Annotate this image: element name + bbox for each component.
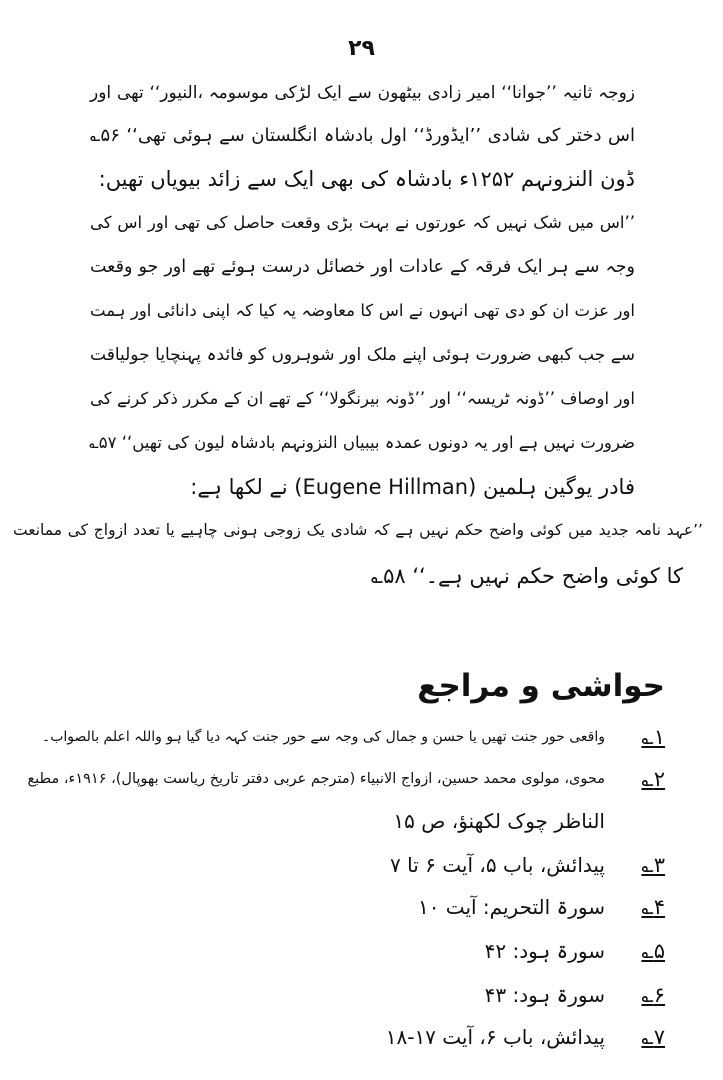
quote-line-2: وجہ سے ہر ایک فرقہ کے عادات اور خصائل درست ہوئے تھے اور جو وقعت (90, 257, 635, 277)
note-text-5: سورۃ ہود: ۴۲ (484, 939, 605, 963)
hillman-intro-line: فادر یوگین ہلمین (Eugene Hillman) نے لکھا ہے: (190, 475, 635, 499)
note-text-4: سورۃ التحریم: آیت ۱۰ (417, 895, 605, 919)
quote-line-1: ’’اس میں شک نہیں کہ عورتوں نے بہت بڑی وقعت حاصل کی تھی اور اس کی (90, 213, 635, 232)
note-text-2a: محوی، مولوی محمد حسین، ازواج الانبیاء (مترجم عربی دفتر تاریخ ریاست بھوپال)، ۱۹۱۶ء، مطبع (27, 771, 605, 787)
body-line-2: اس دختر کی شادی ’’ایڈورڈ‘‘ اول بادشاہ انگلستان سے ہوئی تھی‘‘ ۵۶؎ (90, 125, 635, 146)
notes-heading: حواشی و مراجع (417, 668, 665, 704)
hillman-quote-line-2: کا کوئی واضح حکم نہیں ہے۔‘‘ ۵۸؎ (370, 564, 683, 588)
hillman-quote-line-1: ’’عہد نامہ جدید میں کوئی واضح حکم نہیں ہے کہ شادی یک زوجی ہونی چاہیے یا تعدد ازواج کی ممانعت (13, 521, 703, 539)
note-number-3: ۳؎ (641, 853, 665, 877)
note-text-3: پیدائش، باب ۵، آیت ۶ تا ۷ (390, 853, 605, 877)
note-number-5: ۵؎ (641, 939, 665, 963)
quote-line-6: ضرورت نہیں ہے اور یہ دونوں عمدہ بیبیاں النزونہم بادشاہ لیون کی تھیں‘‘ ۵۷؎ (89, 433, 635, 452)
note-text-1: واقعی حور جنت تھیں یا حسن و جمال کی وجہ سے حور جنت کہہ دیا گیا ہو واللہ اعلم بالصواب۔ (42, 729, 605, 745)
note-number-6: ۶؎ (641, 983, 665, 1007)
body-line-3: ڈون النزونہم ۱۲۵۲ء بادشاہ کی بھی ایک سے زائد بیویاں تھیں: (98, 167, 635, 191)
note-text-6: سورۃ ہود: ۴۳ (484, 983, 605, 1007)
note-number-4: ۴؎ (641, 895, 665, 919)
quote-line-4: سے جب کبھی ضرورت ہوئی اپنے ملک اور شوہروں کو فائدہ پہنچایا جولیاقت (90, 345, 635, 365)
note-number-1: ۱؎ (641, 725, 665, 749)
note-text-2b: الناظر چوک لکھنؤ، ص ۱۵ (393, 809, 605, 833)
body-line-1: زوجہ ثانیہ ’’جوانا‘‘ امیر زادی بیٹھون سے ایک لڑکی موسومہ ،النیور‘‘ تھی اور (90, 83, 635, 103)
note-text-7: پیدائش، باب ۶، آیت ۱۷-۱۸ (385, 1025, 605, 1049)
quote-line-5: اور اوصاف ’’ڈونہ ٹریسہ‘‘ اور ’’ڈونہ بیرنگولا‘‘ کے تھے ان کے مکرر ذکر کرنے کی (90, 389, 635, 408)
note-number-7: ۷؎ (641, 1025, 665, 1049)
quote-line-3: اور عزت ان کو دی تھی انہوں نے اس کا معاوضہ یہ کیا کہ اپنی دانائی اور ہمت (90, 301, 635, 320)
page-number: ۲۹ (348, 36, 375, 61)
note-number-2: ۲؎ (641, 767, 665, 791)
